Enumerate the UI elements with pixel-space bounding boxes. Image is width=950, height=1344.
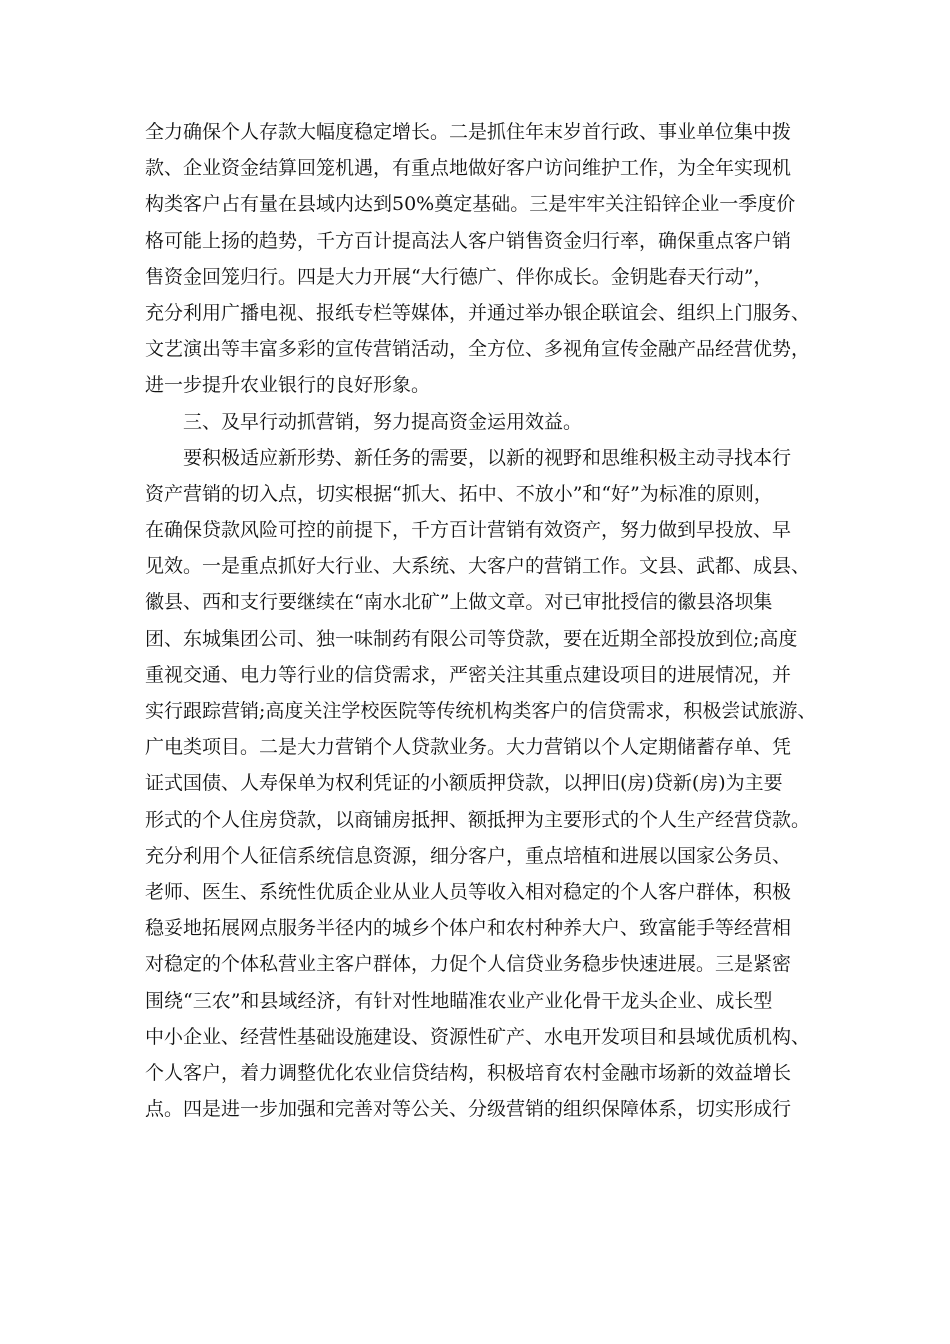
text-line: 徽县、西和支行要继续在“南水北矿”上做文章。对已审批授信的徽县洛坝集 [145,591,773,614]
text-line: 老师、医生、系统性优质企业从业人员等收入相对稳定的个人客户群体，积极 [145,880,792,903]
text-line: 进一步提升农业银行的良好形象。 [145,374,431,397]
text-line: 格可能上扬的趋势，千方百计提高法人客户销售资金归行率，确保重点客户销 [145,229,792,252]
text-line: 资产营销的切入点，切实根据“抓大、拓中、不放小”和“好”为标准的原则， [145,482,773,505]
text-line: 售资金回笼归行。四是大力开展“大行德广、伴你成长。金钥匙春天行动”， [145,265,773,288]
text-line: 在确保贷款风险可控的前提下，千方百计营销有效资产，努力做到早投放、早 [145,519,792,542]
text-line: 见效。一是重点抓好大行业、大系统、大客户的营销工作。文县、武都、成县、 [145,555,811,578]
text-line: 充分利用个人征信系统信息资源，细分客户，重点培植和进展以国家公务员、 [145,844,792,867]
text-line: 款、企业资金结算回笼机遇，有重点地做好客户访问维护工作，为全年实现机 [145,157,792,180]
text-line: 广电类项目。二是大力营销个人贷款业务。大力营销以个人定期储蓄存单、凭 [145,736,792,759]
text-line: 点。四是进一步加强和完善对等公关、分级营销的组织保障体系，切实形成行 [145,1098,792,1121]
text-line: 重视交通、电力等行业的信贷需求，严密关注其重点建设项目的进展情况，并 [145,663,792,686]
text-line: 实行跟踪营销;高度关注学校医院等传统机构类客户的信贷需求，积极尝试旅游、 [145,700,817,722]
text-line: 构类客户占有量在县域内达到50%奠定基础。三是牢牢关注铅锌企业一季度价 [145,193,796,216]
section-heading: 三、及早行动抓营销，努力提高资金运用效益。 [183,410,583,433]
text-line: 稳妥地拓展网点服务半径内的城乡个体户和农村种养大户、致富能手等经营相 [145,917,792,940]
text-line: 个人客户，着力调整优化农业信贷结构，积极培育农村金融市场新的效益增长 [145,1061,792,1084]
text-line: 证式国债、人寿保单为权利凭证的小额质押贷款，以押旧(房)贷新(房)为主要 [145,772,783,795]
text-line: 充分利用广播电视、报纸专栏等媒体，并通过举办银企联谊会、组织上门服务、 [145,301,811,324]
text-line: 对稳定的个体私营业主客户群体，力促个人信贷业务稳步快速进展。三是紧密 [145,953,792,976]
text-line: 形式的个人住房贷款，以商铺房抵押、额抵押为主要形式的个人生产经营贷款。 [145,808,811,831]
body-text [145,114,835,1127]
text-line: 中小企业、经营性基础设施建设、资源性矿产、水电开发项目和县域优质机构、 [145,1025,811,1048]
text-line: 全力确保个人存款大幅度稳定增长。二是抓住年末岁首行政、事业单位集中拨 [145,121,792,143]
text-line: 文艺演出等丰富多彩的宣传营销活动，全方位、多视角宣传金融产品经营优势， [145,338,811,361]
text-line: 要积极适应新形势、新任务的需要，以新的视野和思维积极主动寻找本行 [183,446,792,469]
text-line: 团、东城集团公司、独一味制药有限公司等贷款，要在近期全部投放到位;高度 [145,627,798,650]
text-line: 围绕“三农”和县域经济，有针对性地瞄准农业产业化骨干龙头企业、成长型 [145,989,773,1012]
